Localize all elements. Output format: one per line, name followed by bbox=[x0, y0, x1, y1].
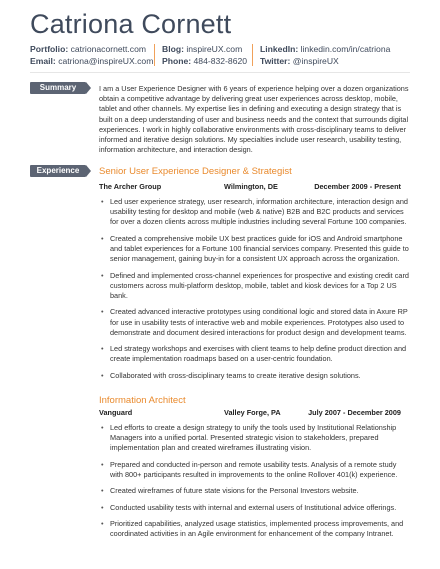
job-dates: December 2009 - Present bbox=[314, 182, 401, 191]
linkedin-link[interactable]: linkedin.com/in/catriona bbox=[300, 44, 391, 54]
contact-column-portfolio-email bbox=[30, 43, 153, 67]
contact-divider bbox=[154, 44, 155, 66]
contact-column-blog-phone bbox=[162, 43, 247, 67]
job-meta bbox=[99, 408, 411, 418]
job-bullet: • Created advanced interactive prototypes using conditional logic and stored data in Axure RP for use in usability tests of interactive web and mobile experiences. Prototypes also used to demonstrate and document desired interactions for product design and development teams. bbox=[99, 307, 411, 338]
linkedin-line bbox=[260, 43, 390, 55]
phone-label: Phone: bbox=[162, 56, 192, 66]
summary-section-label: Summary bbox=[30, 82, 86, 94]
contact-column-linkedin-twitter bbox=[260, 43, 390, 67]
job-location: Wilmington, DE bbox=[224, 182, 278, 191]
job-meta bbox=[99, 182, 411, 192]
job-bullet: • Created a comprehensive mobile UX best practices guide for iOS and Android smartphone and tablet experiences for a Fortune 100 financial services company. Presented this guide to senior management, gaining buy-in for a consistent UX approach across the organization. bbox=[99, 234, 411, 265]
portfolio-label: Portfolio: bbox=[30, 44, 69, 54]
blog-line bbox=[162, 43, 247, 55]
job-bullet: • Led efforts to create a design strategy to unify the tools used by Institutional Relationship Managers into a unified portal. Presented strategic vision to stakeholders, prepared implementation plan and created wireframes illustrating vision. bbox=[99, 423, 411, 454]
job-bullet: • Collaborated with cross-disciplinary teams to create iterative design solutions. bbox=[99, 371, 411, 381]
job-location: Valley Forge, PA bbox=[224, 408, 281, 417]
job-company: Vanguard bbox=[99, 408, 133, 417]
job-dates: July 2007 - December 2009 bbox=[308, 408, 401, 417]
job-bullet: • Led strategy workshops and exercises with client teams to help define product direction and create implementation roadmaps based on a user-centric foundation. bbox=[99, 344, 411, 364]
header-divider bbox=[30, 72, 410, 73]
job-bullet: • Defined and implemented cross-channel experiences for prospective and existing credit card customers across multi-platform desktop, mobile, tablet and kiosk devices for a Top 2 US bank. bbox=[99, 271, 411, 302]
candidate-name: Catriona Cornett bbox=[30, 9, 232, 39]
job-bullet: • Prioritized capabilities, analyzed usage statistics, implemented process improvements, and coordinated activities in an Agile environment for enhancement of the company Intranet. bbox=[99, 519, 411, 539]
job-title: Senior User Experience Designer & Strategist bbox=[99, 166, 292, 177]
twitter-label: Twitter: bbox=[260, 56, 291, 66]
summary-text: I am a User Experience Designer with 6 years of experience helping over a dozen organizations obtain a competitive advantage by delivering great user experiences across desktop, mobile, tablet and other channels. My expertise lies in defining and executing a design strategy that is built on a deep understanding of user and business needs and the context that surrounds digital experiences. I work in highly collaborative environments with cross-disciplinary teams to deliver informed and iterative design solutions. My specialties include user research, usability testing, information architecture, and interaction design. bbox=[99, 84, 409, 155]
linkedin-label: LinkedIn: bbox=[260, 44, 299, 54]
job-bullet-list bbox=[99, 197, 411, 387]
twitter-line bbox=[260, 55, 390, 67]
phone-value: 484-832-8620 bbox=[193, 56, 248, 66]
email-label: Email: bbox=[30, 56, 56, 66]
job-bullet-list bbox=[99, 423, 411, 546]
email-link[interactable]: catriona@inspireUX.com bbox=[58, 56, 154, 66]
contact-divider bbox=[252, 44, 253, 66]
email-line bbox=[30, 55, 153, 67]
experience-section-label: Experience bbox=[30, 165, 86, 177]
job-bullet: • Conducted usability tests with internal and external users of Institutional advice offerings. bbox=[99, 503, 411, 513]
job-company: The Archer Group bbox=[99, 182, 162, 191]
portfolio-line bbox=[30, 43, 153, 55]
phone-line bbox=[162, 55, 247, 67]
blog-link[interactable]: inspireUX.com bbox=[186, 44, 243, 54]
portfolio-link[interactable]: catrionacornett.com bbox=[70, 44, 147, 54]
job-bullet: • Created wireframes of future state visions for the Personal Investors website. bbox=[99, 486, 411, 496]
job-bullet: • Prepared and conducted in-person and remote usability tests. Analysis of a remote study with 800+ participants resulted in improvements to the online Rollover 401(k) experience. bbox=[99, 460, 411, 480]
job-title: Information Architect bbox=[99, 395, 186, 406]
blog-label: Blog: bbox=[162, 44, 184, 54]
twitter-link[interactable]: @inspireUX bbox=[292, 56, 339, 66]
job-bullet: • Led user experience strategy, user research, information architecture, interaction design and usability testing for desktop and mobile (web & native) B2B and B2C products and services for over a dozen clients across multiple industries including several Fortune 100 companies. bbox=[99, 197, 411, 228]
